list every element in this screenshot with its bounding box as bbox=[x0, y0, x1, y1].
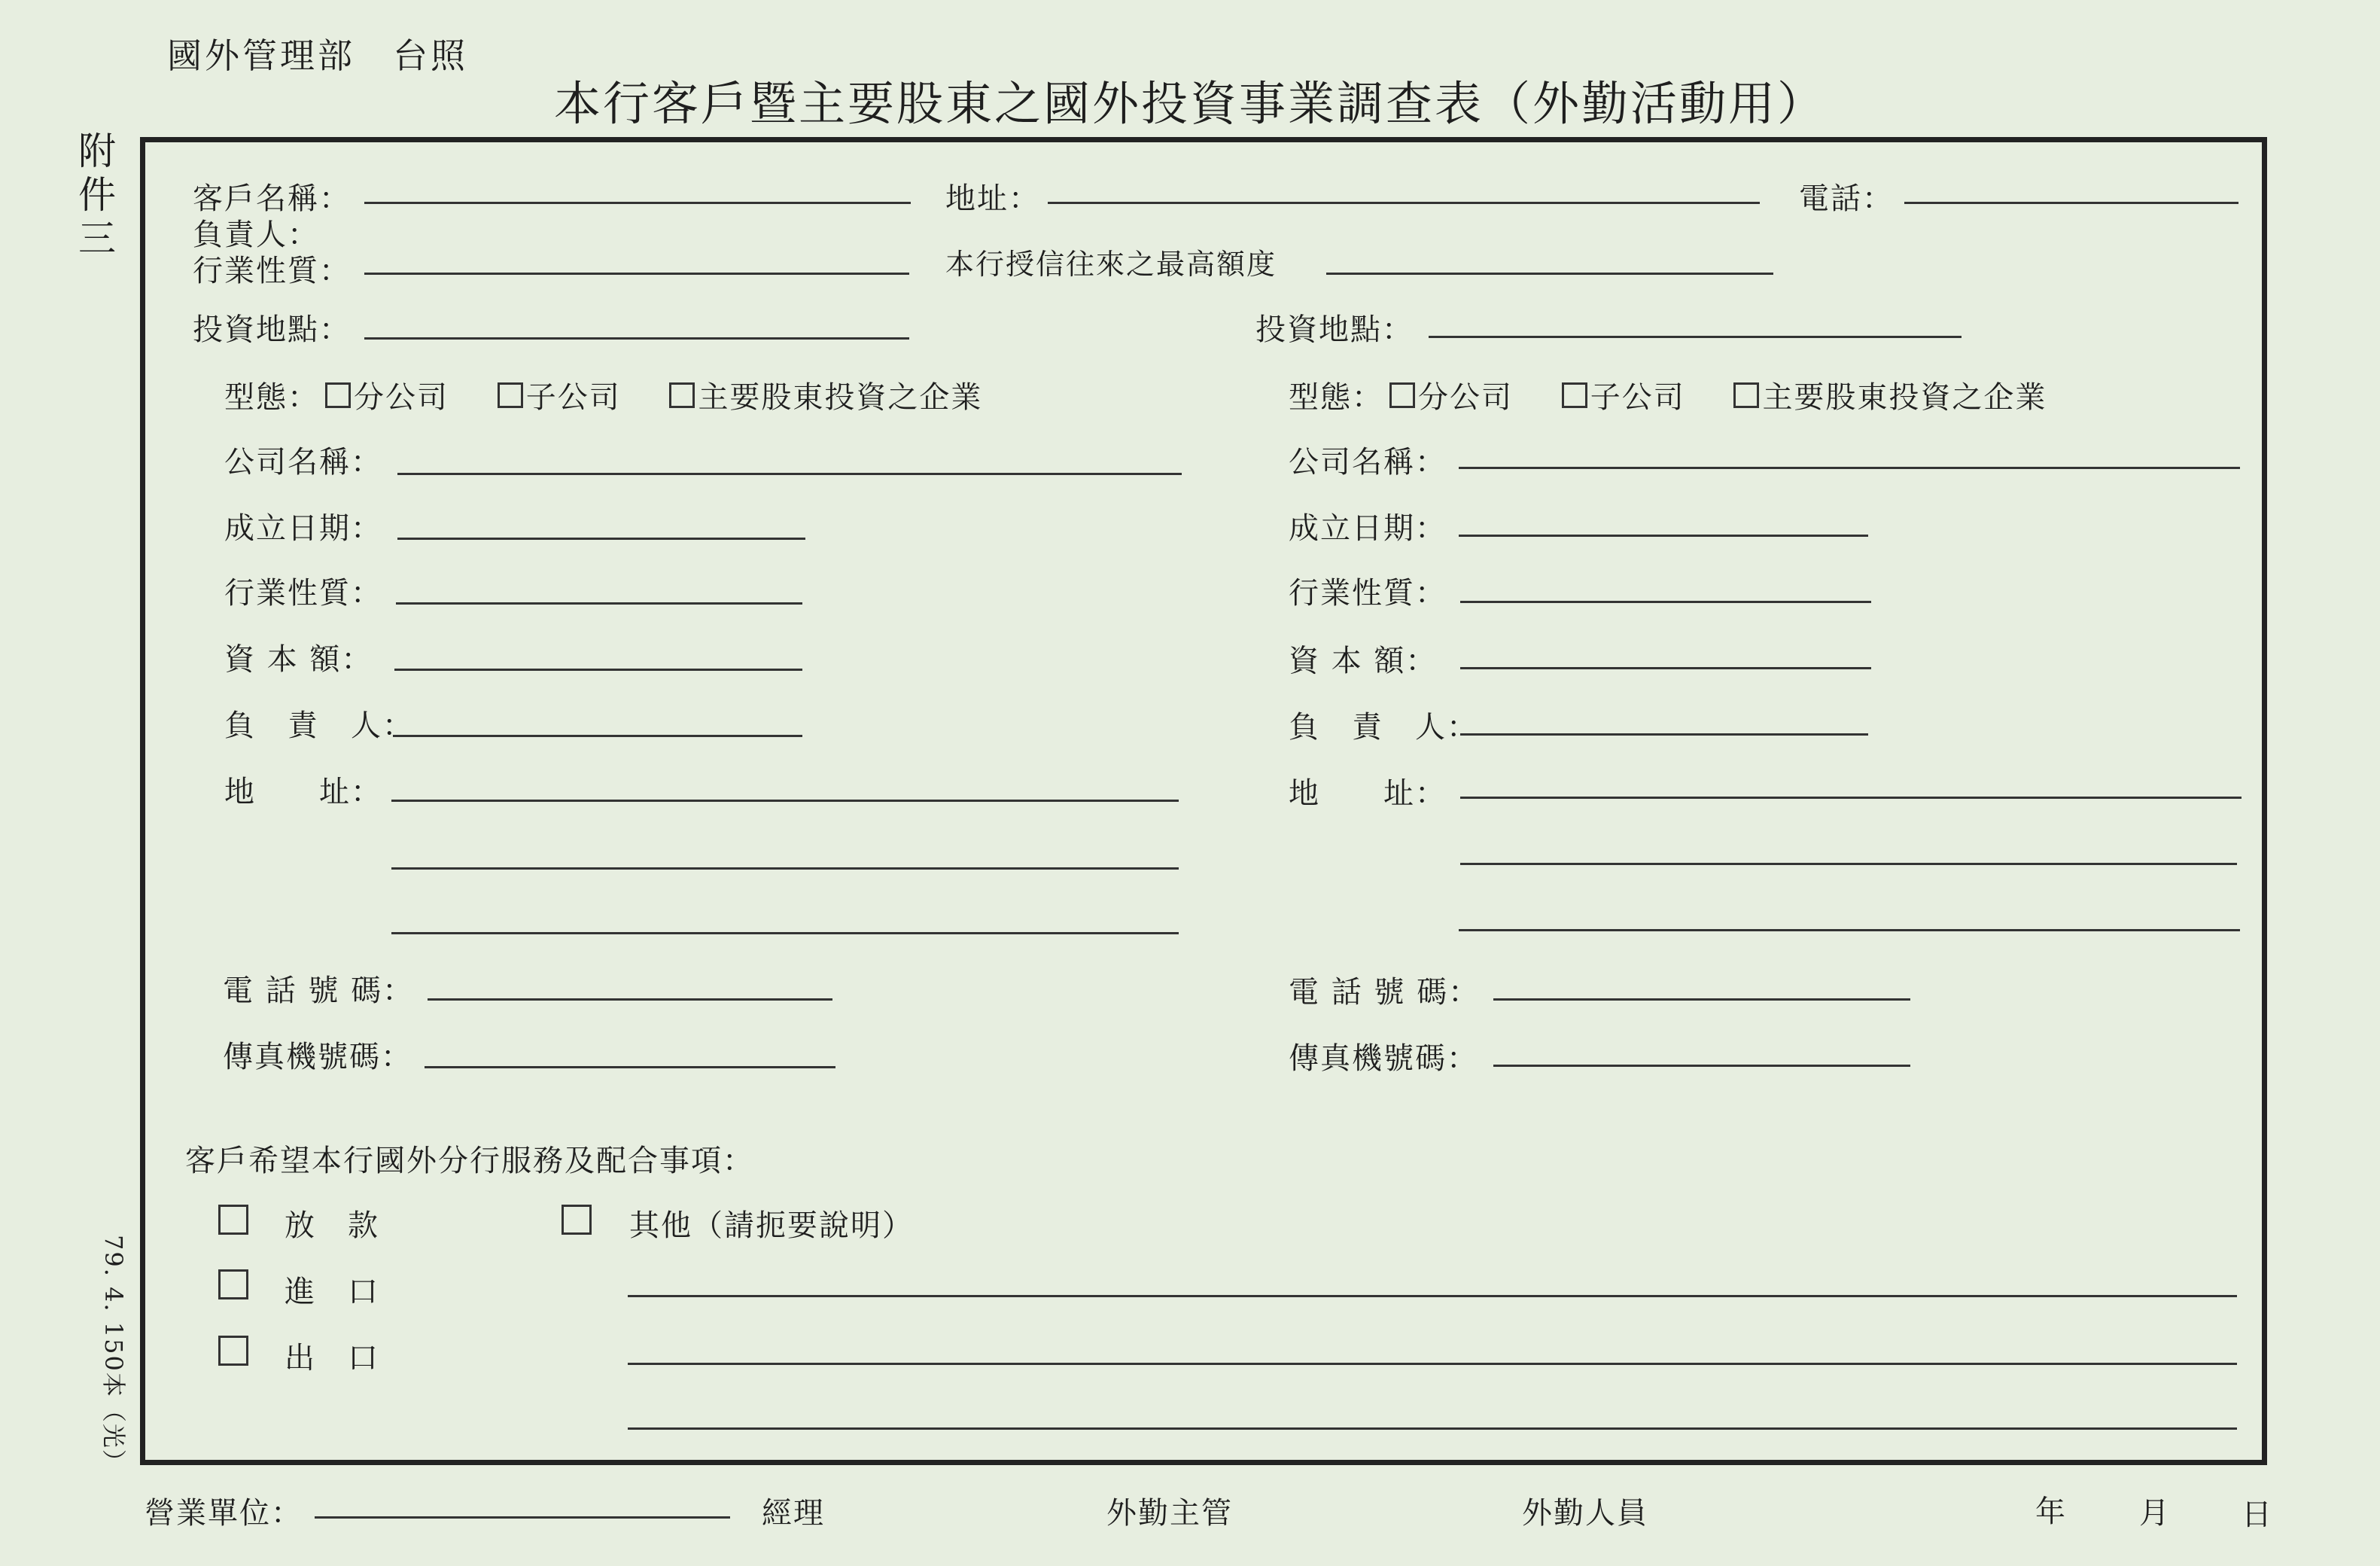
right-fax-label: 傳真機號碼： bbox=[1289, 1041, 1478, 1076]
right-address-field-2[interactable] bbox=[1460, 863, 2237, 865]
right-industry-field[interactable] bbox=[1460, 601, 1871, 603]
left-address-field-3[interactable] bbox=[391, 932, 1179, 934]
left-type-shareholder-enterprise[interactable]: 主要股東投資之企業 bbox=[669, 373, 982, 416]
left-phone-label: 電 話 號 碼： bbox=[223, 973, 415, 1008]
left-fax-field[interactable] bbox=[425, 1066, 835, 1068]
year-label: 年 bbox=[2035, 1494, 2067, 1529]
right-fax-field[interactable] bbox=[1493, 1065, 1910, 1067]
checkbox[interactable] bbox=[1733, 382, 1759, 408]
checkbox[interactable] bbox=[669, 382, 695, 408]
right-type-subsidiary[interactable]: 子公司 bbox=[1562, 373, 1685, 416]
left-founded-label: 成立日期： bbox=[224, 511, 382, 546]
left-owner-field[interactable] bbox=[393, 735, 802, 737]
left-industry-label: 行業性質： bbox=[224, 576, 382, 611]
right-address-field-1[interactable] bbox=[1460, 797, 2242, 799]
unit-field[interactable] bbox=[315, 1516, 730, 1519]
right-industry-label: 行業性質： bbox=[1289, 576, 1447, 611]
right-owner-label: 負 責 人： bbox=[1289, 710, 1478, 745]
other-note-line-1[interactable] bbox=[628, 1295, 2237, 1297]
right-type-branch[interactable]: 分公司 bbox=[1389, 373, 1513, 416]
other-label: 其他（請扼要說明） bbox=[629, 1208, 914, 1243]
left-address-field-1[interactable] bbox=[391, 800, 1179, 802]
export-checkbox[interactable] bbox=[218, 1336, 248, 1366]
right-location-field[interactable] bbox=[1429, 336, 1962, 338]
right-company-field[interactable] bbox=[1459, 467, 2240, 469]
attachment-label: 附件三 bbox=[78, 129, 116, 260]
day-label: 日 bbox=[2242, 1497, 2273, 1532]
right-type-options bbox=[1389, 373, 2084, 416]
checkbox[interactable] bbox=[1562, 382, 1587, 408]
customer-industry-label: 行業性質： bbox=[193, 254, 351, 288]
right-company-label: 公司名稱： bbox=[1289, 445, 1447, 480]
left-phone-field[interactable] bbox=[428, 998, 832, 1001]
right-capital-field[interactable] bbox=[1460, 667, 1871, 669]
field-supervisor-label: 外勤主管 bbox=[1106, 1496, 1233, 1531]
checkbox[interactable] bbox=[1389, 382, 1415, 408]
right-address-field-3[interactable] bbox=[1459, 929, 2240, 931]
export-label: 出 口 bbox=[285, 1341, 379, 1376]
right-type-label: 型態： bbox=[1289, 380, 1383, 415]
left-company-label: 公司名稱： bbox=[224, 445, 382, 480]
right-founded-label: 成立日期： bbox=[1289, 511, 1447, 546]
customer-phone-field[interactable] bbox=[1904, 202, 2238, 204]
left-location-field[interactable] bbox=[364, 337, 909, 340]
other-note-line-2[interactable] bbox=[628, 1363, 2237, 1365]
customer-name-label: 客戶名稱： bbox=[193, 181, 351, 216]
credit-limit-field[interactable] bbox=[1326, 273, 1773, 275]
unit-label: 營業單位： bbox=[145, 1496, 303, 1531]
right-type-shareholder-enterprise[interactable]: 主要股東投資之企業 bbox=[1733, 373, 2047, 416]
left-type-subsidiary[interactable]: 子公司 bbox=[498, 373, 621, 416]
left-address-label: 地 址： bbox=[224, 775, 382, 809]
left-industry-field[interactable] bbox=[396, 602, 802, 605]
left-type-label: 型態： bbox=[224, 380, 319, 415]
month-label: 月 bbox=[2139, 1496, 2171, 1531]
loan-checkbox[interactable] bbox=[218, 1205, 248, 1235]
right-location-label: 投資地點： bbox=[1255, 312, 1414, 347]
other-checkbox[interactable] bbox=[562, 1205, 592, 1235]
checkbox[interactable] bbox=[325, 382, 351, 408]
left-location-label: 投資地點： bbox=[193, 312, 351, 347]
customer-industry-field[interactable] bbox=[364, 273, 909, 275]
other-note-line-3[interactable] bbox=[628, 1427, 2237, 1430]
department-header: 國外管理部 台照 bbox=[167, 35, 468, 76]
left-owner-label: 負 責 人： bbox=[224, 708, 414, 743]
print-serial: 79. 4. 150本（光） bbox=[99, 1235, 128, 1475]
credit-limit-label: 本行授信往來之最高額度 bbox=[945, 248, 1277, 281]
left-founded-field[interactable] bbox=[397, 538, 805, 540]
right-founded-field[interactable] bbox=[1459, 535, 1868, 537]
right-phone-label: 電 話 號 碼： bbox=[1289, 975, 1481, 1010]
customer-phone-label: 電話： bbox=[1799, 181, 1894, 216]
left-type-branch[interactable]: 分公司 bbox=[325, 373, 449, 416]
import-checkbox[interactable] bbox=[218, 1269, 248, 1299]
services-heading: 客戶希望本行國外分行服務及配合事項： bbox=[185, 1144, 754, 1178]
customer-address-field[interactable] bbox=[1048, 202, 1760, 204]
left-fax-label: 傳真機號碼： bbox=[223, 1040, 412, 1074]
right-phone-field[interactable] bbox=[1493, 998, 1910, 1001]
customer-owner-label: 負責人： bbox=[193, 218, 319, 252]
loan-label: 放 款 bbox=[285, 1208, 379, 1243]
left-capital-label: 資 本 額： bbox=[224, 642, 373, 677]
form-title: 本行客戶暨主要股東之國外投資事業調查表（外勤活動用） bbox=[553, 76, 1826, 131]
left-capital-field[interactable] bbox=[394, 669, 802, 671]
right-capital-label: 資 本 額： bbox=[1289, 644, 1438, 678]
left-company-field[interactable] bbox=[397, 473, 1182, 475]
customer-name-field[interactable] bbox=[364, 202, 911, 204]
manager-label: 經理 bbox=[762, 1496, 825, 1531]
right-owner-field[interactable] bbox=[1460, 733, 1868, 736]
import-label: 進 口 bbox=[285, 1275, 379, 1309]
customer-address-label: 地址： bbox=[945, 181, 1040, 216]
field-staff-label: 外勤人員 bbox=[1522, 1496, 1648, 1531]
right-address-label: 地 址： bbox=[1289, 776, 1447, 811]
left-type-options bbox=[325, 373, 1020, 416]
left-address-field-2[interactable] bbox=[391, 867, 1179, 870]
checkbox[interactable] bbox=[498, 382, 523, 408]
